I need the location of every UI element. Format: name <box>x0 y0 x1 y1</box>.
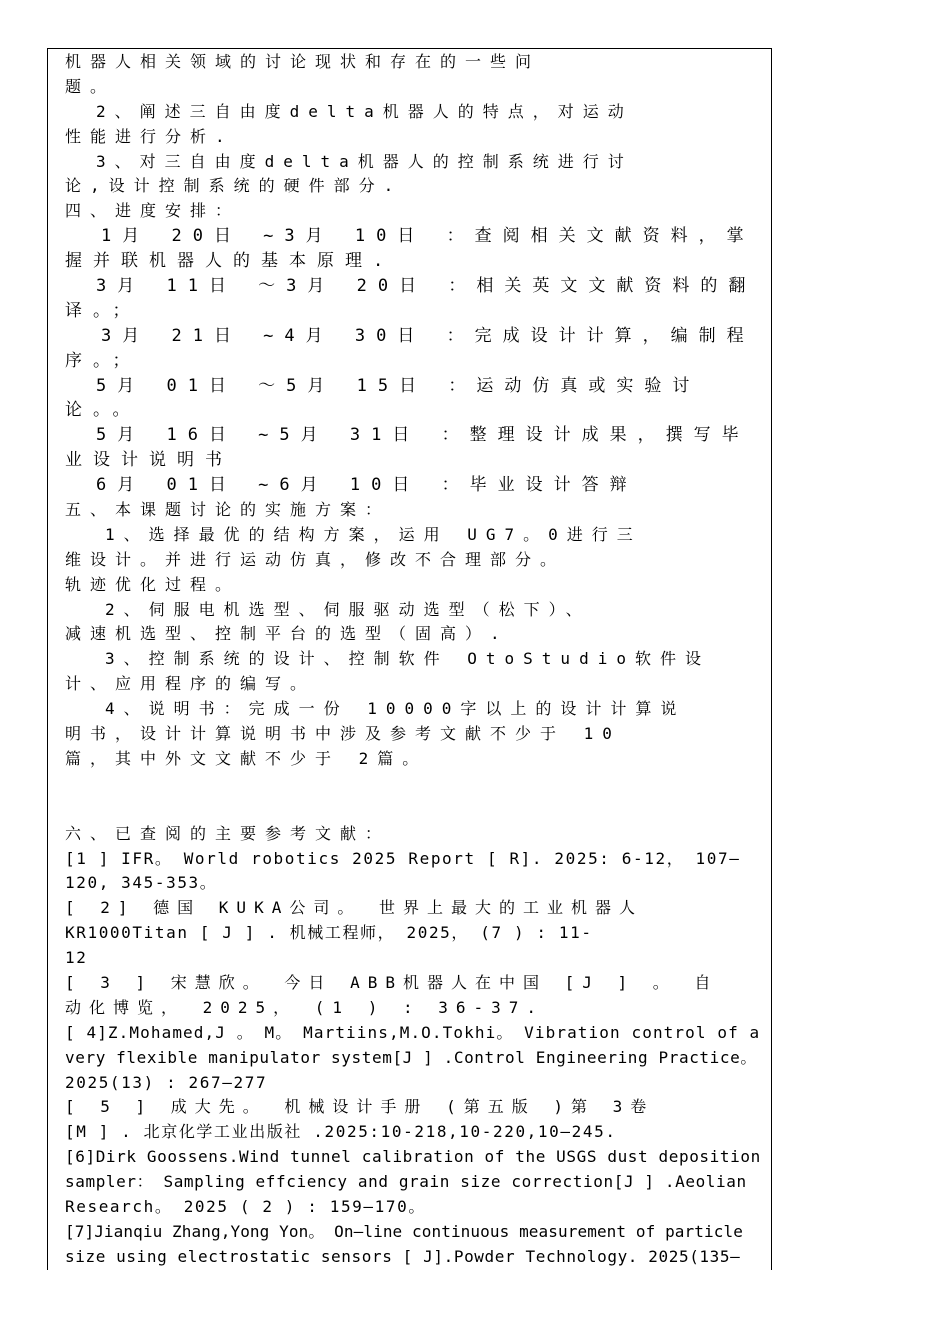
reference-line: Research。 2025 ( 2 ) : 159—170。 <box>65 1196 426 1216</box>
reference-line: KR1000Titan [ J ] . 机械工程师， 2025， (7 ) : 11- <box>65 923 593 943</box>
schedule-line: 3月 11日 ～3月 20日 ：相关英文文献资料的翻 <box>96 276 757 297</box>
text-line: 性能进行分析. <box>65 126 234 146</box>
text-line: 明书，设计计算说明书中涉及参考文献不少于 10 <box>65 724 621 744</box>
schedule-line: 1月 20日 ~3月 10日 ：查阅相关文献资料，掌 <box>101 226 755 247</box>
text-line: 维设计。并进行运动仿真，修改不合理部分。 <box>65 549 566 569</box>
reference-line: [1 ] IFR。 World robotics 2025 Report [ R]. 2025: 6-12， 107— <box>65 848 741 868</box>
reference-line: [ 3 ] 宋慧欣。 今日 ABB机器人在中国 [J ] 。 自 <box>65 972 719 992</box>
schedule-line: 论。。 <box>65 400 141 421</box>
reference-line: [ 2] 德国 KUKA公司。 世界上最大的工业机器人 <box>65 898 643 918</box>
spacer <box>65 772 765 822</box>
text-line: 3、控制系统的设计、控制软件 OtoStudio软件设 <box>105 649 710 669</box>
schedule-line: 6月 01日 ~6月 10日 ：毕业设计答辩 <box>96 475 638 496</box>
schedule-line: 序。； <box>65 350 141 371</box>
text-line: 轨迹优化过程。 <box>65 574 241 594</box>
reference-line: size using electrostatic sensors [ J].Powder Technology. 2025(135— <box>65 1246 741 1266</box>
reference-line: [6]Dirk Goossens.Wind tunnel calibration of the USGS dust deposition <box>65 1147 761 1167</box>
schedule-line: 译。； <box>65 300 141 321</box>
text-line: 4、说明书：完成一份 10000字以上的设计计算说 <box>105 699 686 719</box>
schedule-line: 业设计说明书 <box>65 450 233 471</box>
reference-line: 120, 345-353。 <box>65 873 218 893</box>
text-line: 篇，其中外文文献不少于 2篇。 <box>65 748 428 768</box>
schedule-line: 3月 21日 ~4月 30日 ：完成设计计算，编制程 <box>101 325 755 346</box>
text-line: 2、伺服电机选型、伺服驱动选型（松下）、 <box>105 599 591 619</box>
text-line: 2、阐述三自由度delta机器人的特点，对运动 <box>96 101 633 121</box>
reference-line: 动化博览， 2025， (1 ) : 36-37. <box>65 997 545 1017</box>
text-line: 计、应用程序的编写。 <box>65 674 316 694</box>
text-line: 3、对三自由度delta机器人的控制系统进行讨 <box>96 151 633 171</box>
reference-line: [ 5 ] 成大先。 机械设计手册 (第五版 )第 3卷 <box>65 1097 655 1117</box>
reference-line: [M ] . 北京化学工业出版社 .2025:10-218,10-220,10—245. <box>65 1122 617 1142</box>
text-line: 机器人相关领域的讨论现状和存在的一些问 <box>65 52 541 71</box>
text-line: 减速机选型、控制平台的选型（固高）. <box>65 624 509 644</box>
text-line: 论,设计控制系统的硬件部分. <box>65 176 403 196</box>
schedule-line: 握并联机器人的基本原理. <box>65 251 395 272</box>
text-line: 1、选择最优的结构方案，运用 UG7。0进行三 <box>105 524 642 544</box>
reference-line: very flexible manipulator system[J ] .Control Engineering Practice。 <box>65 1047 757 1067</box>
reference-line: 2025(13) : 267—277 <box>65 1072 268 1092</box>
reference-line: 12 <box>65 948 88 968</box>
section-heading: 六、已查阅的主要参考文献： <box>65 823 391 843</box>
document-body <box>65 50 765 1270</box>
section-heading: 五、本课题讨论的实施方案： <box>65 500 391 520</box>
schedule-line: 5月 01日 ～5月 15日 ：运动仿真或实验讨 <box>96 375 701 396</box>
reference-line: sampler： Sampling effciency and grain size correction[J ] .Aeolian <box>65 1172 747 1192</box>
text-line: 题。 <box>65 76 116 96</box>
reference-line: [ 4]Z.Mohamed,J 。 M。 Martiins,M.O.Tokhi。 Vibration control of a <box>65 1022 761 1042</box>
section-heading: 四、进度安排： <box>65 201 241 221</box>
schedule-line: 5月 16日 ~5月 31日 ：整理设计成果，撰写毕 <box>96 425 750 446</box>
reference-line: [7]Jianqiu Zhang,Yong Yon。 On—line continuous measurement of particle <box>65 1221 743 1241</box>
